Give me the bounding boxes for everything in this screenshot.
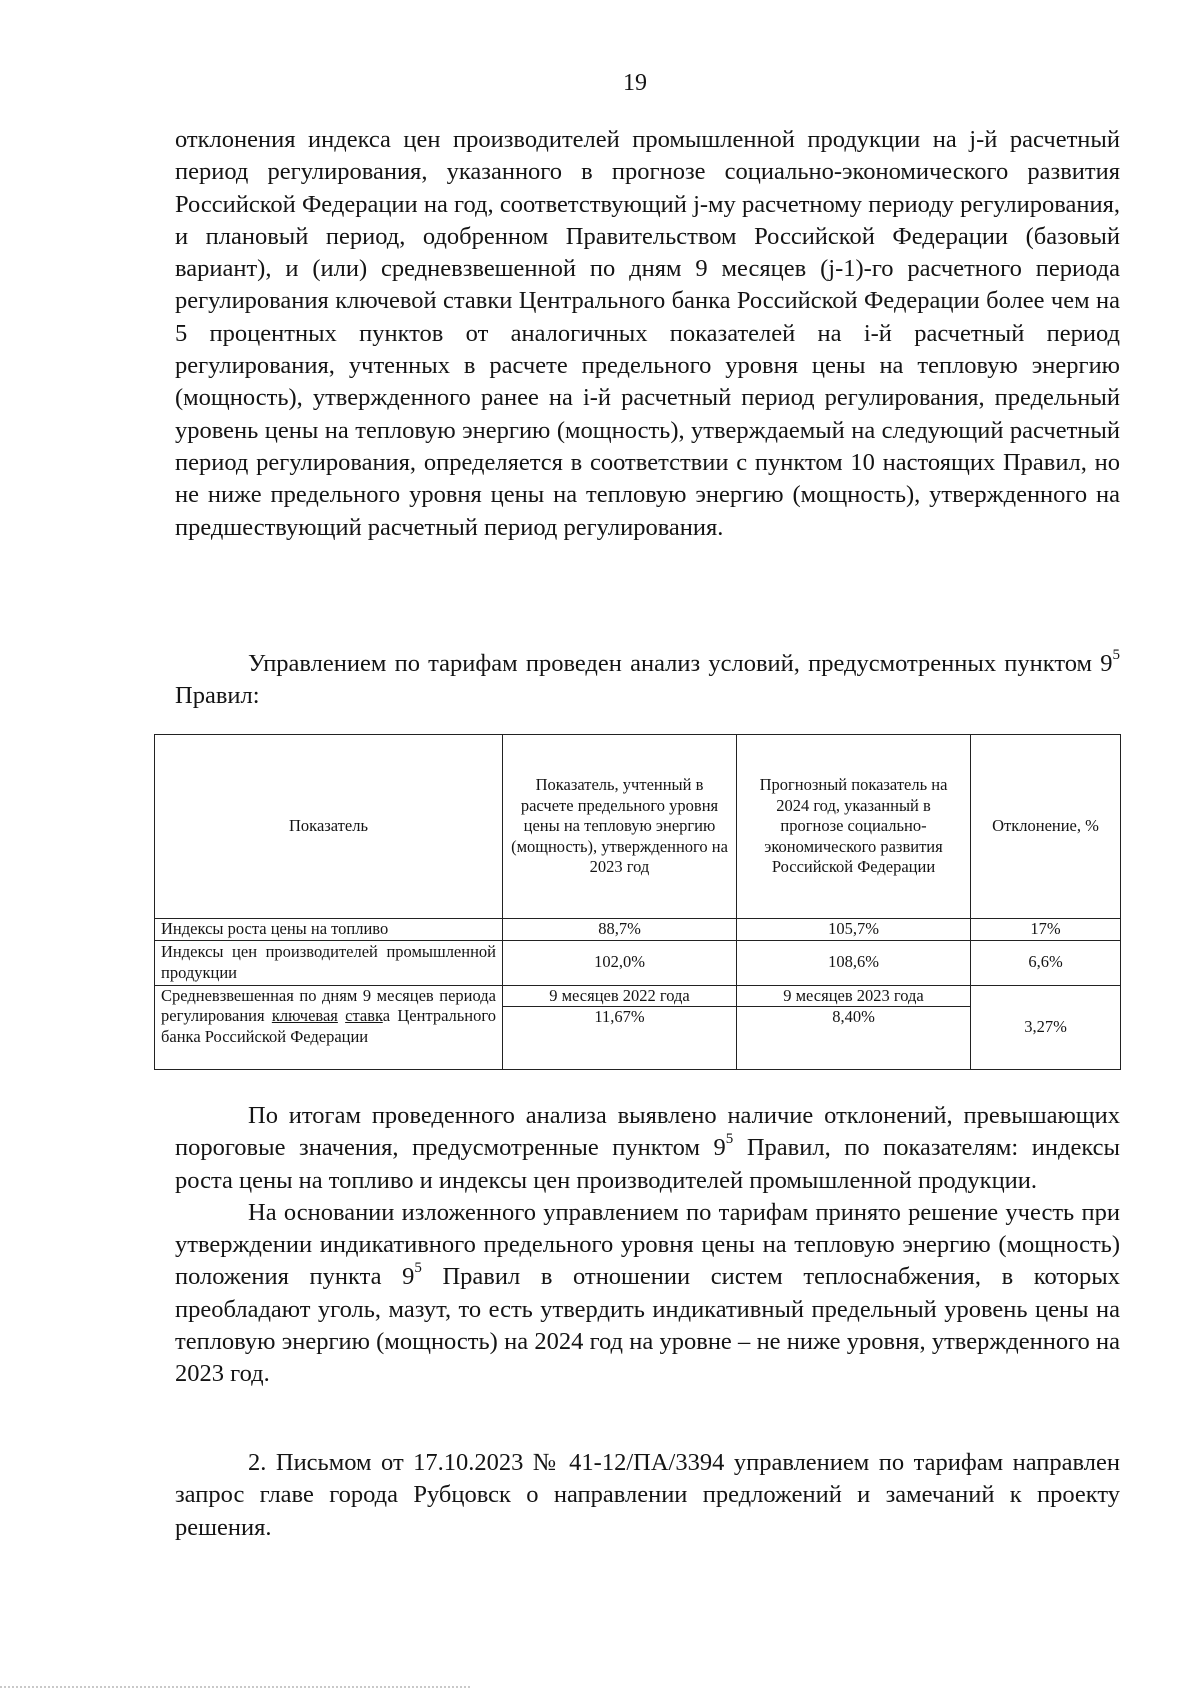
- text: Правил в отношении систем теплоснабжения, в которых преобладают уголь, мазут, то есть утвердить индикативный предельный уровень цены на тепловую энергию (мощность) на 2024 год на уровне – не ниже уровня, утвержденного на 2023 год.: [175, 1263, 1120, 1388]
- cell-forecast: 8,40%: [737, 1007, 971, 1070]
- scan-noise-line: [0, 1686, 470, 1690]
- indicators-table: [154, 734, 1121, 1070]
- cell-indicator: [155, 985, 503, 1070]
- paragraph-text: отклонения индекса цен производителей промышленной продукции на j-й расчетный период регулирования, указанного в прогнозе социально-экономического развития Российской Федерации на год, соответствующий j-му расчетному периоду регулирования, и плановый период, одобренном Правительством Российской Федерации (базовый вариант), и (или) средневзвешенной по дням 9 месяцев (j-1)-го расчетного периода регулирования ключевой ставки Центрального банка Российской Федерации более чем на 5 процентных пунктов от аналогичных показателей на i-й расчетный период регулирования, учтенных в расчете предельного уровня цены на тепловую энергию (мощность), утвержденного ранее на i-й расчетный период регулирования, предельный уровень цены на тепловую энергию (мощность), утверждаемый на следующий расчетный период регулирования, определяется в соответствии с пунктом 10 настоящих Правил, но не ниже предельного уровня цены на тепловую энергию (мощность), утвержденного на предшествующий расчетный период регулирования.: [175, 126, 1120, 541]
- text: периода регулирования: [161, 985, 496, 1025]
- text: Правил:: [175, 682, 260, 710]
- cell-approved: 102,0%: [503, 940, 737, 985]
- cell-deviation: 6,6%: [971, 940, 1121, 985]
- cell-indicator: Индексы роста цены на топливо: [155, 919, 503, 941]
- cell-approved-period: 9 месяцев 2022 года: [503, 985, 737, 1007]
- text: По итогам проведенного анализа выявлено наличие отклонений, превышающих пороговые значения, предусмотренные пунктом 9: [175, 1102, 1120, 1162]
- cell-approved: 11,67%: [503, 1007, 737, 1070]
- paragraph-text: 2. Письмом от 17.10.2023 № 41-12/ПА/3394 управлением по тарифам направлен запрос главе города Рубцовск о направлении предложений и замечаний к проекту решения.: [175, 1449, 1120, 1541]
- cell-approved: 88,7%: [503, 919, 737, 941]
- underlined-text: ключевая: [271, 1006, 338, 1025]
- table-row: [155, 940, 1121, 985]
- table-header-row: [155, 735, 1121, 919]
- superscript: 5: [725, 1131, 734, 1148]
- cell-deviation: 3,27%: [971, 985, 1121, 1070]
- cell-forecast: 108,6%: [737, 940, 971, 985]
- text: Управлением по тарифам проведен анализ условий, предусмотренных пунктом 9: [248, 650, 1113, 677]
- superscript: 5: [1112, 646, 1120, 663]
- header-approved: Показатель, учтенный в расчете предельного уровня цены на тепловую энергию (мощность), утвержденного на 2023 год: [503, 735, 737, 919]
- indicators-table-wrapper: [154, 734, 1120, 1070]
- paragraph-continuation: [175, 124, 1120, 544]
- underlined-text: ставк: [345, 1006, 383, 1025]
- cell-indicator: Индексы цен производителей промышленной продукции: [155, 940, 503, 985]
- paragraph-analysis-intro: [175, 648, 1120, 713]
- text: На основании изложенного управлением по тарифам принято решение учесть при утверждении индикативного предельного уровня цены на тепловую энергию (мощность) положения пункта 9: [175, 1198, 1120, 1291]
- text: Средневзвешенная по дням 9 месяцев: [161, 985, 434, 1005]
- page-number: 19: [623, 70, 647, 96]
- table-row: [155, 985, 1121, 1007]
- paragraph-decision: [175, 1197, 1120, 1391]
- header-forecast: Прогнозный показатель на 2024 год, указанный в прогнозе социально-экономического развития Российской Федерации: [737, 735, 971, 919]
- header-deviation: Отклонение, %: [971, 735, 1121, 919]
- superscript: 5: [414, 1260, 422, 1277]
- cell-forecast-period: 9 месяцев 2023 года: [737, 985, 971, 1007]
- text: а Центрального банка Российской Федерации: [161, 1006, 496, 1046]
- cell-forecast: 105,7%: [737, 919, 971, 941]
- cell-deviation: 17%: [971, 919, 1121, 941]
- paragraph-letter: [175, 1447, 1120, 1544]
- paragraph-analysis-result: [175, 1100, 1120, 1391]
- header-indicator: Показатель: [155, 735, 503, 919]
- text: Правил, по показателям: индексы роста цены на топливо и индексы цен производителей промышленной продукции.: [175, 1134, 1120, 1194]
- table-row: [155, 919, 1121, 941]
